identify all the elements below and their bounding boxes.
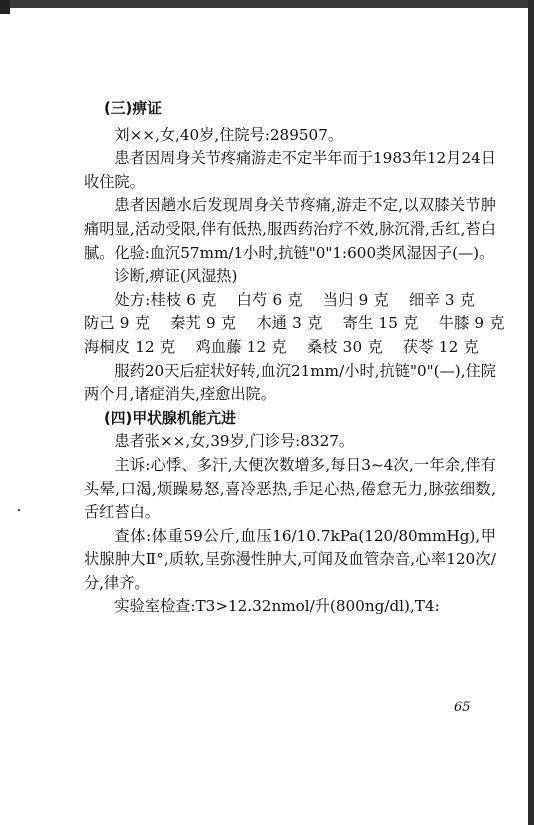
prescription-line: 处方:桂枝 6 克 白芍 6 克 当归 9 克 细辛 3 克 [114, 290, 476, 309]
prescription-line: 海桐皮 12 克 鸡血藤 12 克 桑枝 30 克 茯苓 12 克 [84, 337, 479, 356]
patient-info: 刘××,女,40岁,住院号:289507。 [114, 125, 344, 144]
page-number: 65 [454, 700, 471, 715]
physical-exam: 查体:体重59公斤,血压16/10.7kPa(120/80mmHg),甲状腺肿大Ⅱ°,质软,呈弥漫性肿大,可闻及血管杂音,心率120次/分,律齐。 [84, 526, 496, 592]
patient-info: 患者张××,女,39岁,门诊号:8327。 [114, 432, 355, 451]
prescription-line: 防己 9 克 秦艽 9 克 木通 3 克 寄生 15 克 牛膝 9 克 [84, 314, 505, 333]
lab-tests: 实验室检查:T3>12.32nmol/升(800ng/dl),T4: [114, 597, 440, 616]
paragraph: 患者因趟水后发现周身关节疼痛,游走不定,以双膝关节肿痛明显,活动受限,伴有低热,服西药治疗不效,脉沉滑,舌红,苔白腻。化验:血沉57mm/1小时,抗链"0"1:600类风湿因子(—)。 [84, 196, 496, 262]
window-frame-right [528, 0, 534, 825]
scan-speck [18, 509, 20, 511]
document-page [84, 97, 505, 619]
window-frame-top [0, 0, 534, 8]
outcome: 服药20天后症状好转,血沉21mm/小时,抗链"0"(—),住院两个月,诸症消失,痊愈出院。 [84, 361, 496, 404]
chief-complaint: 主诉:心悸、多汗,大便次数增多,每日3~4次,一年余,伴有头晕,口渴,烦躁易怒,喜冷恶热,手足心热,倦怠无力,脉弦细数,舌红苔白。 [84, 455, 496, 522]
diagnosis: 诊断,痹证(风湿热) [114, 267, 238, 286]
section-heading: (四)甲状腺机能亢进 [104, 409, 236, 427]
section-heading: (三)痹证 [104, 100, 162, 117]
window-frame-corner [0, 0, 10, 14]
paragraph: 患者因周身关节疼痛游走不定半年而于1983年12月24日收住院。 [84, 149, 496, 191]
